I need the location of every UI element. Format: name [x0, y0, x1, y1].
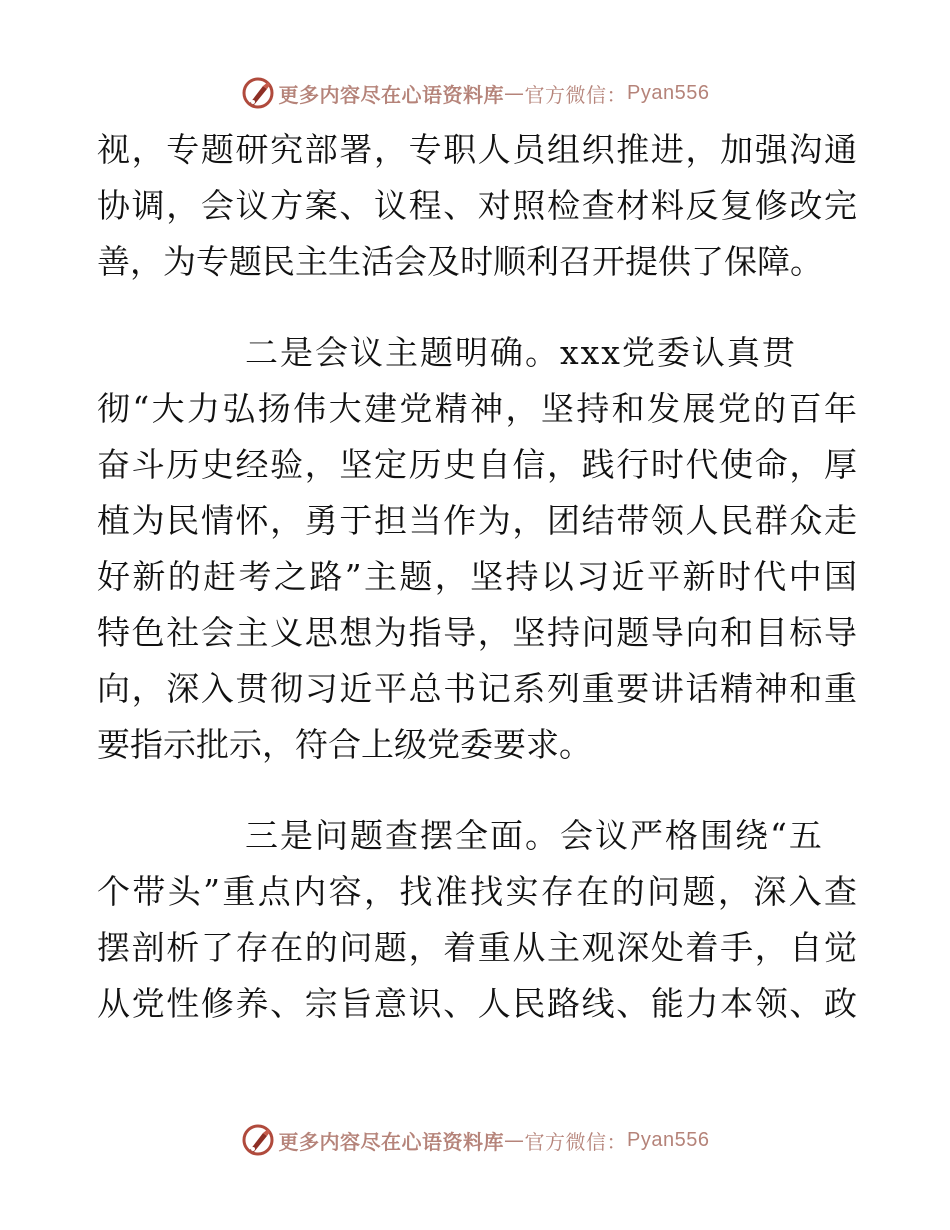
- watermark-wechat-id: Pyan556: [627, 1128, 710, 1151]
- paragraph: [97, 808, 857, 1032]
- pen-nib-logo-icon: [241, 76, 275, 110]
- watermark-separator: —: [504, 1128, 525, 1152]
- text-line: 植为民情怀，勇于担当作为，团结带领人民群众走: [97, 501, 857, 540]
- text-line: 特色社会主义思想为指导，坚持问题导向和目标导: [97, 613, 857, 652]
- text-line: 要指示批示，符合上级党委要求。: [97, 725, 592, 764]
- footer-watermark: [0, 1120, 950, 1160]
- text-line: 从党性修养、宗旨意识、人民路线、能力本领、政: [97, 984, 857, 1023]
- watermark-main-text: 更多内容尽在心语资料库: [278, 82, 505, 107]
- watermark-side-text: 官方微信：: [524, 1129, 628, 1154]
- text-line: 个带头”重点内容，找准找实存在的问题，深入查: [97, 872, 857, 911]
- text-line: 彻“大力弘扬伟大建党精神，坚持和发展党的百年: [97, 389, 857, 428]
- text-line: 向，深入贯彻习近平总书记系列重要讲话精神和重: [97, 669, 857, 708]
- text-line: 视，专题研究部署，专职人员组织推进，加强沟通: [97, 130, 857, 169]
- document-body: [97, 122, 857, 1032]
- paragraph: [97, 122, 857, 290]
- text-line: 好新的赶考之路”主题，坚持以习近平新时代中国: [97, 557, 857, 596]
- watermark-wechat-id: Pyan556: [627, 81, 710, 104]
- text-line: 摆剖析了存在的问题，着重从主观深处着手，自觉: [97, 928, 857, 967]
- watermark-main-text: 更多内容尽在心语资料库: [278, 1129, 505, 1154]
- text-line: 善，为专题民主生活会及时顺利召开提供了保障。: [97, 242, 823, 281]
- header-watermark: [0, 73, 950, 113]
- text-line: 协调，会议方案、议程、对照检查材料反复修改完: [97, 186, 857, 225]
- text-line: 二是会议主题明确。xxx党委认真贯: [245, 333, 797, 372]
- pen-nib-logo-icon: [241, 1123, 275, 1157]
- watermark-side-text: 官方微信：: [524, 82, 628, 107]
- text-line: 三是问题查摆全面。会议严格围绕“五: [245, 816, 824, 855]
- watermark-separator: —: [504, 81, 525, 105]
- paragraph: [97, 325, 857, 773]
- text-line: 奋斗历史经验，坚定历史自信，践行时代使命，厚: [97, 445, 857, 484]
